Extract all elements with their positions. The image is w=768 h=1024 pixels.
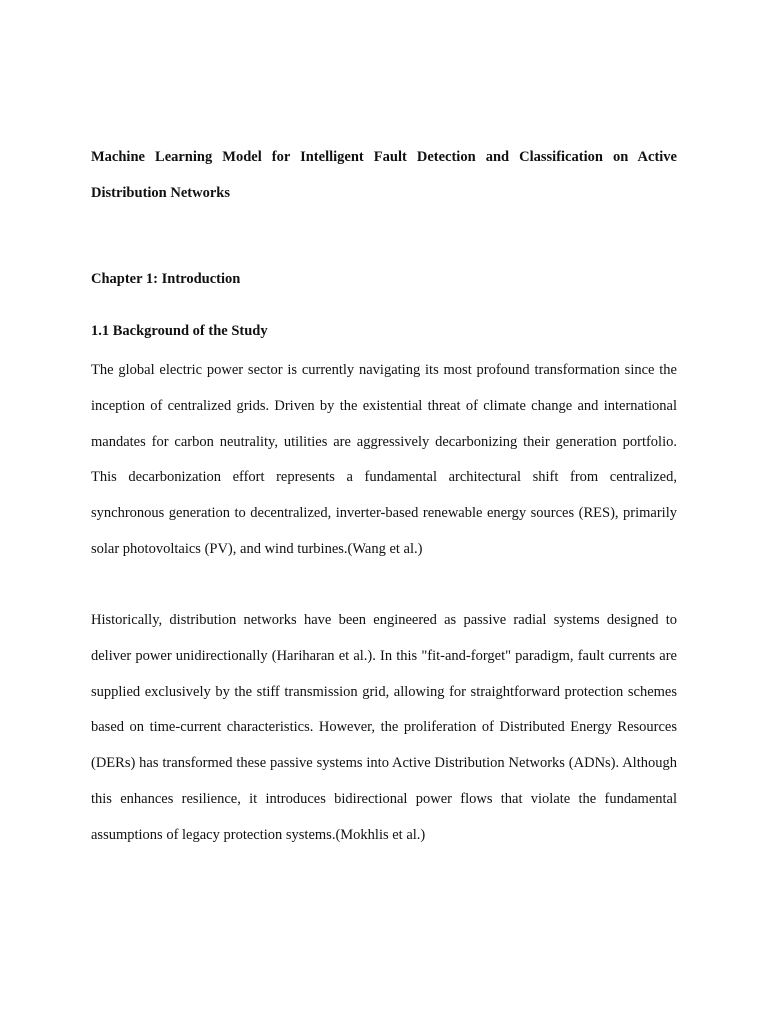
paragraph-background-2: Historically, distribution networks have been engineered as passive radial systems designed to deliver power unidirectionally (Hariharan et al.). In this "fit-and-forget" paradigm, fault currents are supplied exclusively by the stiff transmission grid, allowing for straightforward protection schemes based on time-current characteristics. However, the proliferation of Distributed Energy Resources (DERs) has transformed these passive systems into Active Distribution Networks (ADNs). Although this enhances resilience, it introduces bidirectional power flows that violate the fundamental assumptions of legacy protection systems.(Mokhlis et al.) <box>91 612 677 843</box>
document-title: Machine Learning Model for Intelligent Fault Detection and Classification on Active Distribution Networks <box>91 149 677 201</box>
chapter-heading: Chapter 1: Introduction <box>91 271 241 287</box>
section-heading: 1.1 Background of the Study <box>91 323 268 339</box>
paragraph-background-1: The global electric power sector is currently navigating its most profound transformation since the inception of centralized grids. Driven by the existential threat of climate change and international mandates for carbon neutrality, utilities are aggressively decarbonizing their generation portfolio. This decarbonization effort represents a fundamental architectural shift from centralized, synchronous generation to decentralized, inverter-based renewable energy sources (RES), primarily solar photovoltaics (PV), and wind turbines.(Wang et al.) <box>91 362 677 557</box>
